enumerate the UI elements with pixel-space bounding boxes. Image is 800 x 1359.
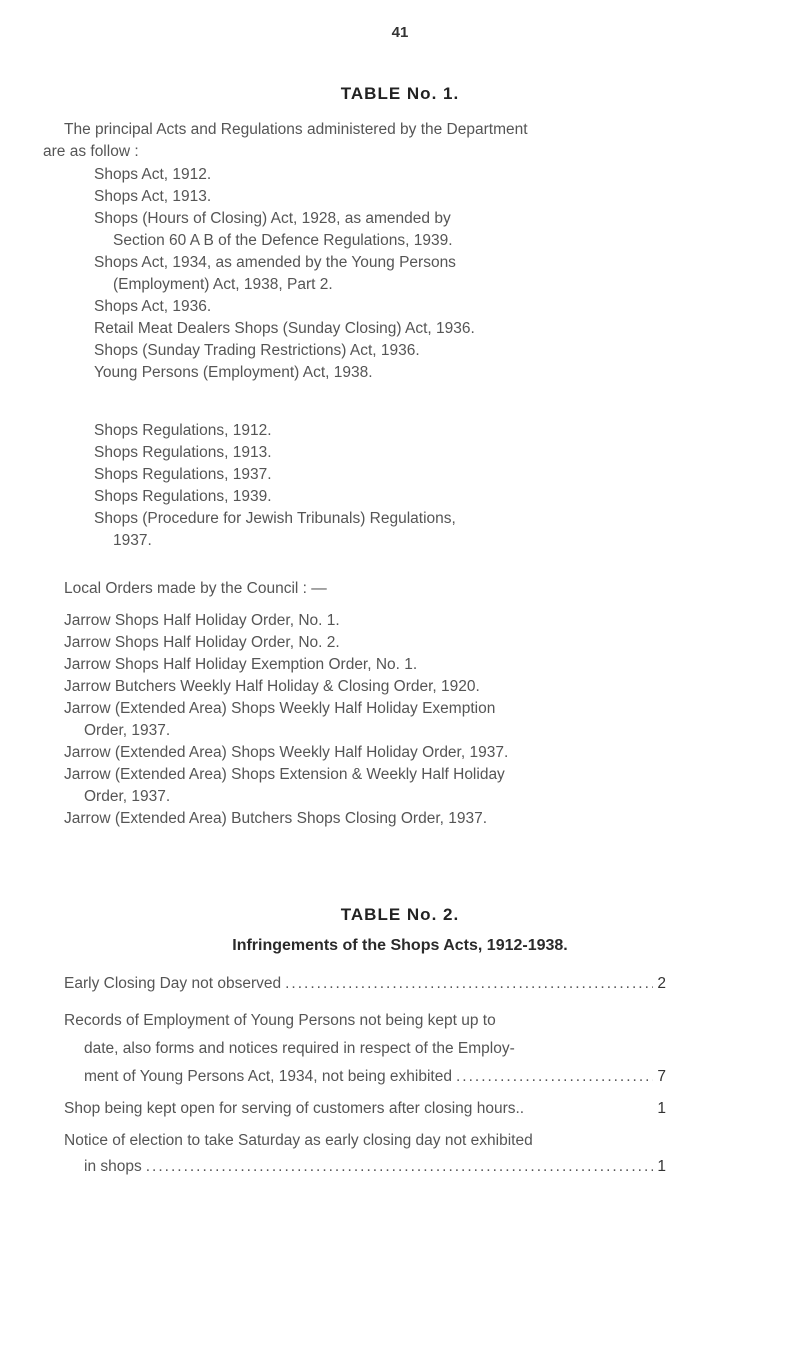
regulation-item: Shops (Procedure for Jewish Tribunals) Regulations,	[94, 510, 456, 527]
act-item: Shops Act, 1936.	[94, 298, 212, 315]
regulation-item: Shops Regulations, 1913.	[94, 444, 272, 461]
regulation-item: Shops Regulations, 1937.	[94, 466, 272, 483]
table1-intro: The principal Acts and Regulations administered by the Department	[64, 121, 528, 138]
local-order-item: Jarrow Shops Half Holiday Order, No. 2.	[64, 634, 340, 651]
leader-dots	[285, 973, 653, 995]
local-order-item: Jarrow (Extended Area) Butchers Shops Closing Order, 1937.	[64, 810, 488, 827]
infringement-count: 1	[657, 1100, 666, 1117]
act-item: Shops Act, 1912.	[94, 166, 212, 183]
infringement-label: Shop being kept open for serving of customers after closing hours..	[64, 1100, 525, 1117]
infringement-label-cont: ment of Young Persons Act, 1934, not being exhibited	[84, 1068, 452, 1085]
act-item: Shops Act, 1913.	[94, 188, 212, 205]
infringement-label-cont: in shops	[84, 1158, 142, 1175]
infringement-row	[64, 973, 666, 995]
infringement-label: Early Closing Day not observed	[64, 975, 282, 992]
table1-intro-cont: are as follow :	[43, 143, 139, 160]
infringement-count: 1	[657, 1158, 666, 1175]
infringement-row	[64, 1098, 666, 1120]
local-order-item: Jarrow (Extended Area) Shops Extension & Weekly Half Holiday	[64, 766, 505, 783]
table1-heading: TABLE No. 1.	[340, 84, 460, 103]
local-order-item: Jarrow (Extended Area) Shops Weekly Half Holiday Exemption	[64, 700, 496, 717]
leader-dots	[456, 1066, 653, 1088]
regulation-item: Shops Regulations, 1939.	[94, 488, 272, 505]
act-item: Young Persons (Employment) Act, 1938.	[94, 364, 373, 381]
act-item-cont: (Employment) Act, 1938, Part 2.	[113, 276, 333, 293]
regulation-item-cont: 1937.	[113, 532, 152, 549]
local-order-item-cont: Order, 1937.	[84, 722, 171, 739]
local-orders-intro: Local Orders made by the Council : —	[64, 580, 327, 597]
act-item: Shops (Sunday Trading Restrictions) Act, 1936.	[94, 342, 420, 359]
infringement-label: Notice of election to take Saturday as early closing day not exhibited	[64, 1132, 533, 1149]
local-order-item: Jarrow Shops Half Holiday Exemption Order, No. 1.	[64, 656, 418, 673]
table2-heading: TABLE No. 2.	[340, 905, 460, 924]
infringement-count: 2	[657, 975, 666, 992]
infringement-row	[84, 1066, 666, 1088]
leader-dots	[146, 1156, 654, 1178]
local-order-item: Jarrow Shops Half Holiday Order, No. 1.	[64, 612, 340, 629]
infringement-label-cont: date, also forms and notices required in respect of the Employ-	[84, 1040, 515, 1057]
act-item: Retail Meat Dealers Shops (Sunday Closing) Act, 1936.	[94, 320, 475, 337]
infringement-label: Records of Employment of Young Persons not being kept up to	[64, 1012, 496, 1029]
local-order-item: Jarrow (Extended Area) Shops Weekly Half Holiday Order, 1937.	[64, 744, 509, 761]
infringement-count: 7	[657, 1068, 666, 1085]
infringement-row	[84, 1156, 666, 1178]
table2-subheading: Infringements of the Shops Acts, 1912-1938.	[232, 937, 568, 954]
act-item: Shops (Hours of Closing) Act, 1928, as amended by	[94, 210, 451, 227]
page-number: 41	[391, 24, 409, 41]
act-item-cont: Section 60 A B of the Defence Regulations, 1939.	[113, 232, 453, 249]
act-item: Shops Act, 1934, as amended by the Young Persons	[94, 254, 456, 271]
local-order-item-cont: Order, 1937.	[84, 788, 171, 805]
regulation-item: Shops Regulations, 1912.	[94, 422, 272, 439]
local-order-item: Jarrow Butchers Weekly Half Holiday & Closing Order, 1920.	[64, 678, 480, 695]
